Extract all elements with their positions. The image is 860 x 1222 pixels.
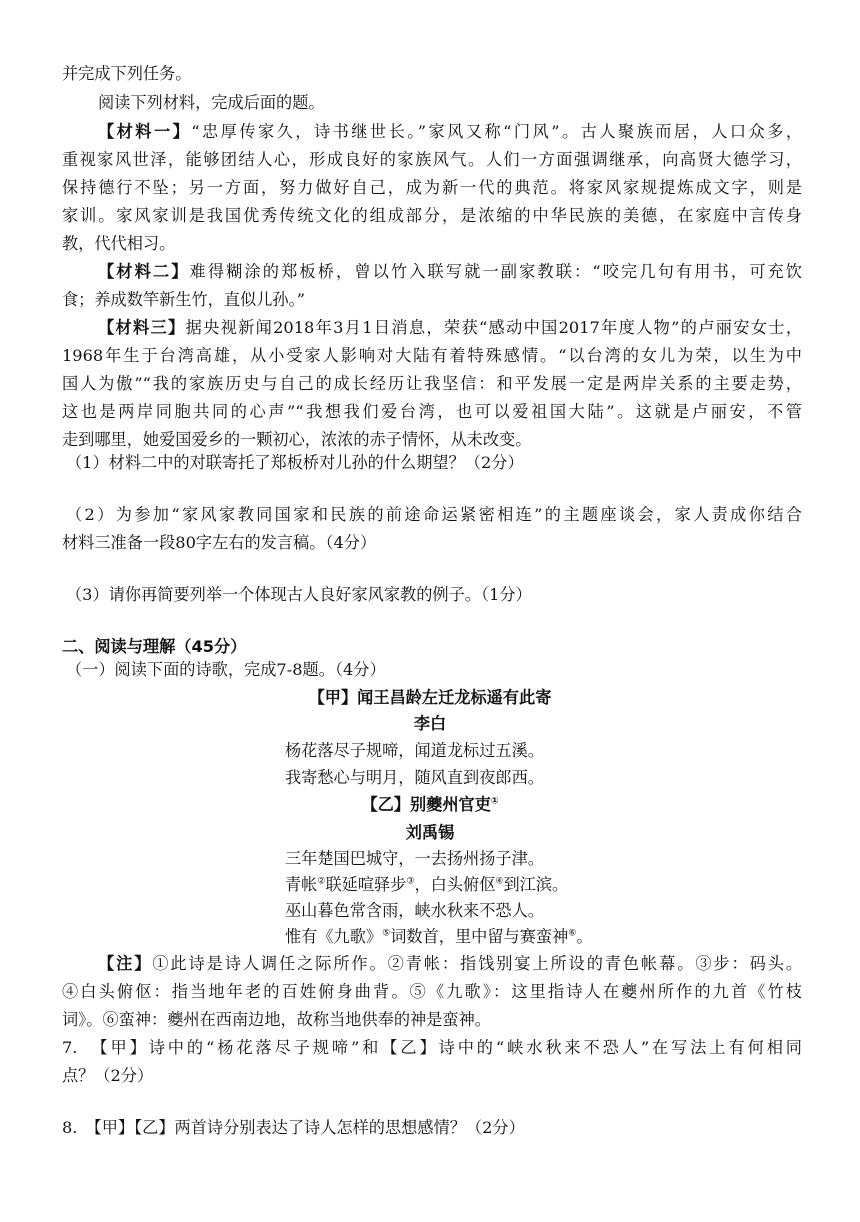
notes-label: 【注】 [98,954,153,973]
question-7-line-1: 7. 【甲】诗中的“杨花落尽子规啼”和【乙】诗中的“峡水秋来不恐人”在写法上有何相同 [62,1038,802,1057]
poem-jia-author: 李白 [413,714,447,733]
poem-yi-line-3: 巫山暮色常含雨，峡水秋来不恐人。 [285,901,544,920]
material3-label: 【材料三】 [98,318,186,337]
question-1: （1）材料二中的对联寄托了郑板桥对儿孙的什么期望？（2分） [66,453,524,472]
poem-yi-line-4: 惟有《九歌》⑤词数首，里中留与赛蛮神⑥。 [285,927,593,946]
notes-line-1: 【注】①此诗是诗人调任之际所作。②青帐：指饯别宴上所设的青色帐幕。③步：码头。 [98,954,802,973]
intro-task: 并完成下列任务。 [62,64,192,83]
notes-line-2: ④白头俯伛：指当地年老的百姓俯身曲背。⑤《九歌》：这里指诗人在夔州所作的九首《竹枝 [62,982,802,1001]
question-7-line-2: 点？（2分） [62,1066,154,1085]
poem-jia-line-2: 我寄愁心与明月，随风直到夜郎西。 [285,768,544,787]
footnote-marker: ① [490,796,499,807]
material1-line-2: 重视家风世泽，能够团结人心，形成良好的家族风气。人们一方面强调继承，向高贤大德学习， [62,150,802,169]
section-heading: 二、阅读与理解（45分） [62,637,247,656]
poem-yi-line-1: 三年楚国巴城守，一去扬州扬子津。 [285,849,544,868]
material2-line-2: 食；养成数竿新生竹，直似儿孙。” [62,290,305,309]
poem-yi-author: 刘禹锡 [405,823,455,842]
question-3: （3）请你再简要列举一个体现古人良好家风家教的例子。（1分） [66,585,532,604]
material3-line-1: 【材料三】据央视新闻2018年3月1日消息，荣获“感动中国2017年度人物”的卢丽安女士， [98,318,802,337]
question-8: 8. 【甲】【乙】两首诗分别表达了诗人怎样的思想感情？（2分） [62,1118,525,1137]
poem-yi-line-2: 青帐②联延喧驿步③，白头俯伛④到江滨。 [285,875,569,894]
material1-line-5: 教，代代相习。 [62,234,176,253]
poem-yi-title: 【乙】别夔州官吏① [361,795,499,814]
question-2-line-1: （2）为参加“家风家教同国家和民族的前途命运紧密相连”的主题座谈会，家人责成你结合 [66,505,802,524]
material1-line-1: 【材料一】“忠厚传家久，诗书继世长。”家风又称“门风”。古人聚族而居，人口众多， [98,122,802,141]
material3-line-3: 国人为傲”“我的家族历史与自己的成长经历让我坚信：和平发展一定是两岸关系的主要走势， [62,374,802,393]
material2-label: 【材料二】 [98,262,190,281]
material3-line-2: 1968年生于台湾高雄，从小受家人影响对大陆有着特殊感情。“以台湾的女儿为荣，以生为中 [62,346,802,365]
intro-instruction: 阅读下列材料，完成后面的题。 [98,93,325,112]
material1-line-4: 家训。家风家训是我国优秀传统文化的组成部分，是浓缩的中华民族的美德，在家庭中言传身 [62,206,802,225]
poem-jia-title: 【甲】闻王昌龄左迁龙标遥有此寄 [308,688,552,707]
section-subheading: （一）阅读下面的诗歌，完成7-8题。（4分） [66,660,386,679]
material3-line-5: 走到哪里，她爱国爱乡的一颗初心，浓浓的赤子情怀，从未改变。 [62,430,532,449]
material1-label: 【材料一】 [98,122,192,141]
question-2-line-2: 材料三准备一段80字左右的发言稿。（4分） [62,533,377,552]
poem-jia-line-1: 杨花落尽子规啼，闻道龙标过五溪。 [285,741,544,760]
material1-line-3: 保持德行不坠；另一方面，努力做好自己，成为新一代的典范。将家风家规提炼成文字，则是 [62,178,802,197]
material3-line-4: 这也是两岸同胞共同的心声”“我想我们爱台湾，也可以爱祖国大陆”。这就是卢丽安，不管 [62,402,802,421]
material2-line-1: 【材料二】难得糊涂的郑板桥，曾以竹入联写就一副家教联：“咬完几句有用书，可充饮 [98,262,802,281]
notes-line-3: 词》。⑥蛮神：夔州在西南边地，故称当地供奉的神是蛮神。 [62,1010,491,1029]
